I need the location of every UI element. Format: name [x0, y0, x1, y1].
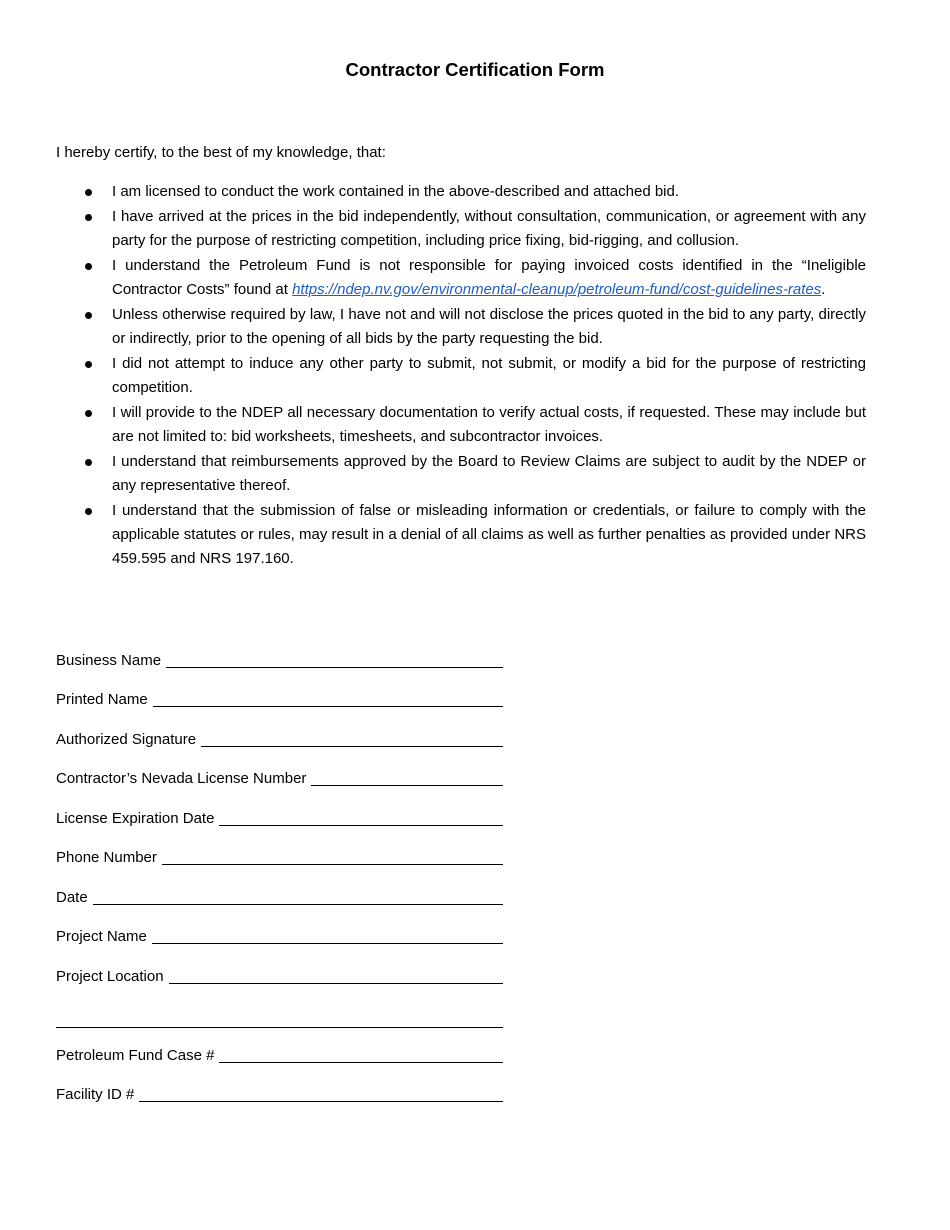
- business-name-row: [56, 633, 503, 673]
- project-location-input[interactable]: [169, 963, 503, 984]
- certification-text: I understand that reimbursements approved by the Board to Review Claims are subject to audit by the NDEP or any representative thereof.: [112, 453, 866, 494]
- bullet-icon: [85, 508, 92, 515]
- business-name-label: Business Name: [56, 651, 162, 669]
- authorized-signature-label: Authorized Signature: [56, 730, 197, 748]
- license-expiration-row: [56, 791, 503, 831]
- certification-text: I understand the Petroleum Fund is not responsible for paying invoiced costs identified in the “Ineligible Contractor Costs” found at: [112, 257, 866, 298]
- list-item: [56, 180, 866, 204]
- bullet-icon: [85, 312, 92, 319]
- project-name-row: [56, 910, 503, 950]
- list-item: [56, 303, 866, 351]
- list-item: [56, 352, 866, 400]
- certification-text: I understand that the submission of false or misleading information or credentials, or failure to comply with the applicable statutes or rules, may result in a denial of all claims as well as further penalties as provided under NRS 459.595 and NRS 197.160.: [112, 502, 866, 567]
- page-title: Contractor Certification Form: [345, 59, 605, 80]
- printed-name-row: [56, 673, 503, 713]
- list-item: [56, 254, 866, 302]
- date-row: [56, 870, 503, 910]
- list-item: [56, 401, 866, 449]
- list-item: [56, 205, 866, 253]
- certification-text: I have arrived at the prices in the bid independently, without consultation, communication, or agreement with any party for the purpose of restricting competition, including price fixing, bid-rigging, and collusion.: [112, 208, 866, 249]
- project-location-row: [56, 949, 503, 989]
- printed-name-input[interactable]: [153, 686, 503, 707]
- license-number-row: [56, 752, 503, 792]
- case-number-label: Petroleum Fund Case #: [56, 1046, 215, 1064]
- case-number-input[interactable]: [219, 1042, 503, 1063]
- project-name-label: Project Name: [56, 928, 147, 945]
- phone-number-row: [56, 831, 503, 871]
- certification-list: [56, 180, 866, 572]
- list-item: [56, 450, 866, 498]
- intro-statement: I hereby certify, to the best of my knowledge, that:: [56, 144, 386, 161]
- project-location-continued-row: [56, 989, 503, 1029]
- contractor-info-fields: [56, 633, 503, 1107]
- license-number-input[interactable]: [311, 765, 503, 786]
- phone-number-label: Phone Number: [56, 849, 157, 866]
- authorized-signature-input[interactable]: [201, 726, 503, 747]
- facility-id-row: [56, 1068, 503, 1108]
- license-expiration-input[interactable]: [219, 805, 503, 826]
- certification-text-end: .: [821, 281, 826, 298]
- bullet-icon: [85, 410, 92, 417]
- date-label: Date: [56, 888, 88, 906]
- list-item: [56, 499, 866, 571]
- date-input[interactable]: [93, 884, 503, 905]
- license-number-label: Contractor’s Nevada License Number: [56, 770, 307, 787]
- certification-text: I did not attempt to induce any other party to submit, not submit, or modify a bid for the purpose of restricting competition.: [112, 355, 866, 396]
- business-name-input[interactable]: [166, 647, 503, 668]
- project-location-continued-input[interactable]: [56, 1007, 503, 1028]
- printed-name-label: Printed Name: [56, 691, 148, 708]
- bullet-icon: [85, 263, 92, 270]
- project-name-input[interactable]: [152, 923, 503, 944]
- project-location-label: Project Location: [56, 967, 164, 985]
- bullet-icon: [85, 189, 92, 196]
- bullet-icon: [85, 361, 92, 368]
- certification-text: I am licensed to conduct the work contained in the above-described and attached bid.: [112, 183, 680, 200]
- bullet-icon: [85, 214, 92, 221]
- authorized-signature-row: [56, 712, 503, 752]
- case-number-row: [56, 1028, 503, 1068]
- bullet-icon: [85, 459, 92, 466]
- cost-guidelines-link[interactable]: https://ndep.nv.gov/environmental-cleanup/petroleum-fund/cost-guidelines-rates: [292, 281, 822, 298]
- facility-id-label: Facility ID #: [56, 1086, 135, 1103]
- certification-text: I will provide to the NDEP all necessary documentation to verify actual costs, if requested. These may include but are not limited to: bid worksheets, timesheets, and subcontractor invoices.: [112, 404, 866, 445]
- certification-text: Unless otherwise required by law, I have not and will not disclose the prices quoted in the bid to any party, directly or indirectly, prior to the opening of all bids by the party requesting the bid.: [112, 306, 866, 347]
- license-expiration-label: License Expiration Date: [56, 809, 215, 827]
- phone-number-input[interactable]: [162, 844, 503, 865]
- facility-id-input[interactable]: [139, 1081, 503, 1102]
